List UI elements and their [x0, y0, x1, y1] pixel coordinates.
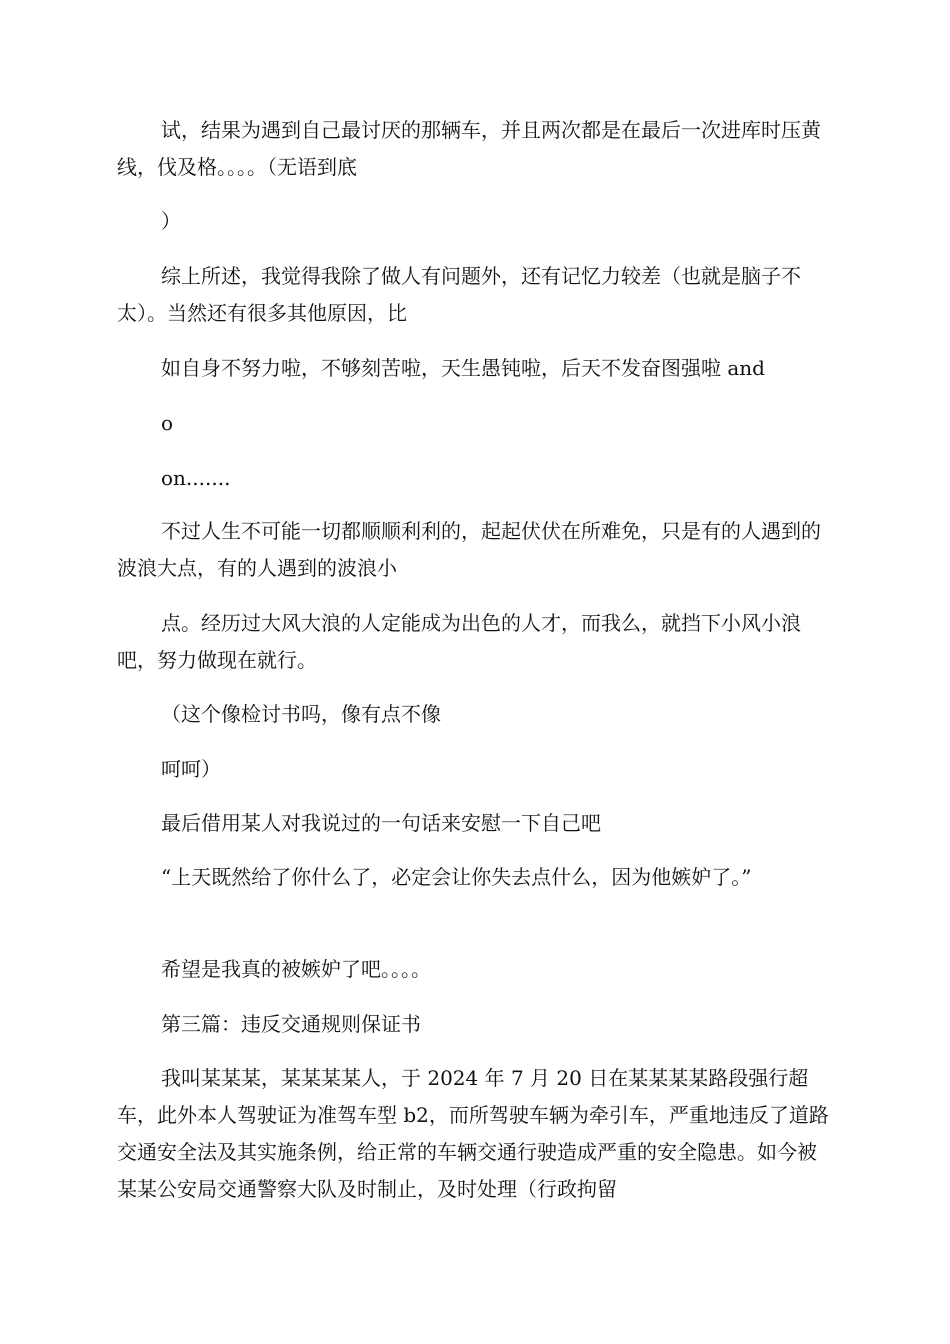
paragraph-12: “上天既然给了你什么了，必定会让你失去点什么，因为他嫉妒了。”: [161, 865, 752, 889]
paragraph-5: o: [161, 411, 174, 435]
paragraph-6: on.......: [161, 466, 231, 490]
paragraph-10: 呵呵）: [161, 757, 221, 781]
paragraph-4: 如自身不努力啦，不够刻苦啦，天生愚钝啦，后天不发奋图强啦 and: [161, 356, 765, 380]
paragraph-3: 综上所述，我觉得我除了做人有问题外，还有记忆力较差（也就是脑子不太）。当然还有很多其他原因，比: [117, 264, 801, 325]
section-heading: 第三篇：违反交通规则保证书: [161, 1012, 421, 1036]
paragraph-8: 点。经历过大风大浪的人定能成为出色的人才，而我么，就挡下小风小浪吧，努力做现在就行。: [117, 611, 801, 672]
paragraph-1: 试，结果为遇到自己最讨厌的那辆车，并且两次都是在最后一次进库时压黄线，伐及格。。。。（无语到底: [117, 118, 821, 179]
paragraph-11: 最后借用某人对我说过的一句话来安慰一下自己吧: [161, 811, 601, 835]
paragraph-7: 不过人生不可能一切都顺顺利利的，起起伏伏在所难免，只是有的人遇到的波浪大点，有的人遇到的波浪小: [117, 519, 821, 580]
paragraph-2: ）: [161, 209, 181, 233]
paragraph-9: （这个像检讨书吗，像有点不像: [161, 702, 441, 726]
paragraph-14: 我叫某某某，某某某某人，于 2024 年 7 月 20 日在某某某某路段强行超车，此外本人驾驶证为准驾车型 b2，而所驾驶车辆为牵引车，严重地违反了道路交通安全法及其实施条例，给正常的车辆交通行驶造成严重的安全隐患。如今被某某公安局交通警察大队及时制止，及时处理（行政拘留: [117, 1066, 829, 1201]
paragraph-13: 希望是我真的被嫉妒了吧。。。。: [161, 957, 431, 981]
